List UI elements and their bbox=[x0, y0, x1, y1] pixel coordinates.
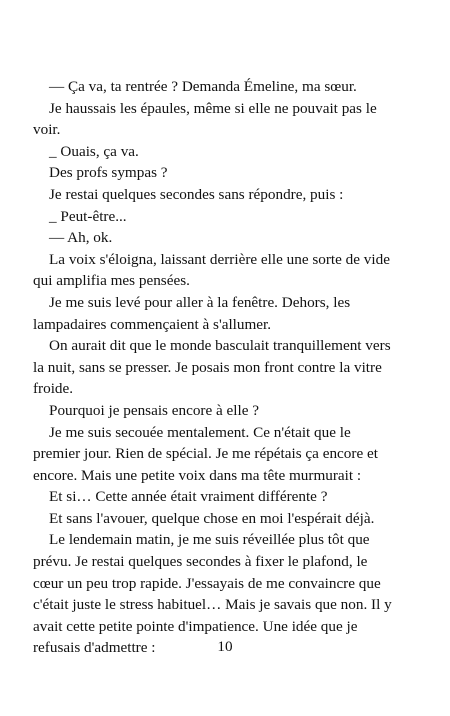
paragraph: Et si… Cette année était vraiment différente ? bbox=[49, 488, 328, 506]
page-number: 10 bbox=[217, 638, 233, 655]
paragraph: La voix s'éloigna, laissant derrière elle une sorte de vide qui amplifia mes pensées. bbox=[33, 250, 390, 290]
paragraph: Et sans l'avouer, quelque chose en moi l'espérait déjà. bbox=[49, 509, 375, 527]
paragraph: — Ah, ok. bbox=[49, 229, 113, 247]
paragraph: _ Ouais, ça va. bbox=[49, 142, 139, 160]
paragraph: Des profs sympas ? bbox=[49, 164, 168, 182]
paragraph: Je restai quelques secondes sans répondre, puis : bbox=[49, 185, 344, 203]
paragraph: _ Peut-être... bbox=[49, 207, 127, 225]
page-body bbox=[33, 76, 401, 659]
paragraph: — Ça va, ta rentrée ? Demanda Émeline, ma sœur. bbox=[49, 78, 357, 95]
paragraph: Pourquoi je pensais encore à elle ? bbox=[49, 401, 260, 419]
paragraph: Je haussais les épaules, même si elle ne pouvait pas le voir. bbox=[33, 99, 377, 139]
paragraph: Le lendemain matin, je me suis réveillée plus tôt que prévu. Je restai quelques secondes à fixer le plafond, le cœur un peu trop rapide. J'essayais de me convaincre que c'était juste le stress habituel… Mais je savais que non. Il y avait cette petite pointe d'impatience. Une idée que je refusais d'admettre : bbox=[33, 531, 392, 657]
paragraph: Je me suis secouée mentalement. Ce n'était que le premier jour. Rien de spécial. Je me répétais ça encore et encore. Mais une petite voix dans ma tête murmurait : bbox=[33, 423, 378, 484]
paragraph: Je me suis levé pour aller à la fenêtre. Dehors, les lampadaires commençaient à s'allumer. bbox=[33, 293, 351, 333]
paragraph: On aurait dit que le monde basculait tranquillement vers la nuit, sans se presser. Je posais mon front contre la vitre froide. bbox=[33, 337, 391, 398]
